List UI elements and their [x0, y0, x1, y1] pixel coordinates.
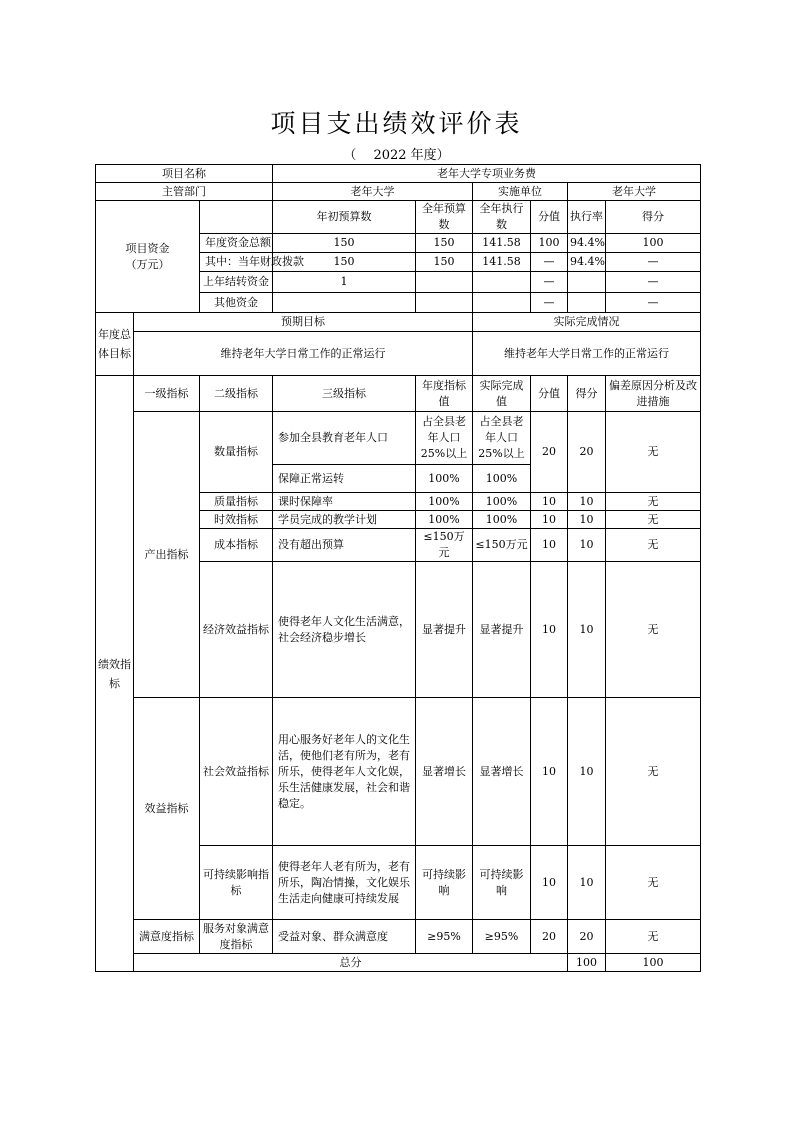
indicator-value: 20: [531, 412, 568, 493]
funds-row-label: 上年结转资金: [200, 272, 273, 293]
indicator-value: 10: [531, 562, 568, 698]
indicator-row-satisfaction: [96, 920, 701, 954]
indicator-target: 100%: [416, 493, 473, 511]
total-row: [96, 954, 701, 972]
year-label: （ 2022 年度）: [343, 148, 450, 163]
performance-table: [95, 164, 701, 972]
project-name-row: [96, 165, 701, 183]
indicators-label: 绩效指标: [96, 376, 134, 972]
funds-annual: 150: [416, 234, 473, 253]
indicator-level2: 成本指标: [200, 529, 273, 562]
funds-header-row: [96, 201, 701, 234]
indicator-value: 10: [531, 698, 568, 846]
indicators-header-row: [96, 376, 701, 412]
indicator-name: 受益对象、群众满意度: [273, 920, 416, 954]
funds-annual: [416, 272, 473, 293]
funds-executed: [473, 293, 531, 313]
indicator-target: 100%: [416, 511, 473, 529]
funds-executed: [473, 272, 531, 293]
indicator-note: 无: [606, 562, 701, 698]
funds-label-line2: （万元）: [125, 257, 170, 271]
funds-initial: 150: [273, 253, 416, 272]
funds-score-value: —: [531, 253, 568, 272]
indicator-score: 20: [568, 412, 606, 493]
indicator-actual: 显著增长: [473, 698, 531, 846]
indicator-note: 无: [606, 529, 701, 562]
header-note: 偏差原因分析及改进措施: [606, 376, 701, 412]
dept-row: [96, 183, 701, 201]
funds-initial: 1: [273, 272, 416, 293]
indicator-score: 10: [568, 698, 606, 846]
funds-initial: 150: [273, 234, 416, 253]
output-label: 产出指标: [134, 412, 200, 698]
goals-expected-header: 预期目标: [134, 313, 473, 332]
indicator-note: 无: [606, 698, 701, 846]
indicator-name: 使得老年人老有所为，老有所乐，陶冶情操，文化娱乐生活走向健康可持续发展: [273, 846, 416, 920]
indicator-score: 10: [568, 846, 606, 920]
indicator-level2: 时效指标: [200, 511, 273, 529]
header-score: 得分: [568, 376, 606, 412]
indicator-level2: 服务对象满意度指标: [200, 920, 273, 954]
indicator-actual: ≤150万元: [473, 529, 531, 562]
header-target: 年度指标值: [416, 376, 473, 412]
indicator-target: 可持续影响: [416, 846, 473, 920]
funds-score-value: —: [531, 272, 568, 293]
indicator-note: 无: [606, 920, 701, 954]
header-level2: 二级指标: [200, 376, 273, 412]
funds-rate: [568, 293, 606, 313]
funds-label: [96, 201, 200, 313]
funds-label-line1: 项目资金: [125, 241, 170, 255]
funds-rate: 94.4%: [568, 253, 606, 272]
total-score: 100: [606, 954, 701, 972]
funds-header-annual: 全年预算数: [416, 201, 473, 234]
indicator-target: 占全县老年人口25%以上: [416, 412, 473, 465]
indicator-target: 显著提升: [416, 562, 473, 698]
indicator-value: 10: [531, 511, 568, 529]
total-value: 100: [568, 954, 606, 972]
funds-header-score: 得分: [606, 201, 701, 234]
funds-header-score-value: 分值: [531, 201, 568, 234]
indicator-level2: 社会效益指标: [200, 698, 273, 846]
indicator-actual: 可持续影响: [473, 846, 531, 920]
indicator-actual: 100%: [473, 465, 531, 493]
indicator-note: 无: [606, 511, 701, 529]
indicator-name: 课时保障率: [273, 493, 416, 511]
indicator-score: 10: [568, 493, 606, 511]
funds-row-label: 年度资金总额: [200, 234, 273, 253]
dept-label: 主管部门: [96, 183, 273, 201]
funds-header-initial: 年初预算数: [273, 201, 416, 234]
funds-rate: 94.4%: [568, 234, 606, 253]
indicator-row-social: [96, 698, 701, 846]
page-title: 项目支出绩效评价表: [270, 109, 523, 138]
indicator-note: 无: [606, 846, 701, 920]
indicator-target: ≥95%: [416, 920, 473, 954]
goals-label: 年度总体目标: [96, 313, 134, 376]
satisfaction-label: 满意度指标: [134, 920, 200, 954]
funds-executed: 141.58: [473, 253, 531, 272]
indicator-actual: 100%: [473, 511, 531, 529]
indicator-name: 参加全县教育老年人口: [273, 412, 416, 465]
goals-actual-header: 实际完成情况: [473, 313, 701, 332]
indicator-value: 10: [531, 846, 568, 920]
indicator-name: 学员完成的教学计划: [273, 511, 416, 529]
dept-value: 老年大学: [273, 183, 473, 201]
funds-initial: [273, 293, 416, 313]
impl-label: 实施单位: [473, 183, 568, 201]
funds-annual: [416, 293, 473, 313]
funds-row-label: 其他资金: [200, 293, 273, 313]
funds-executed: 141.58: [473, 234, 531, 253]
funds-header-rate: 执行率: [568, 201, 606, 234]
indicator-value: 20: [531, 920, 568, 954]
indicator-note: 无: [606, 412, 701, 493]
header-actual: 实际完成值: [473, 376, 531, 412]
indicator-score: 10: [568, 529, 606, 562]
indicator-name: 用心服务好老年人的文化生活，使他们老有所为，老有所乐，使得老年人文化娱，乐生活健康发展，社会和谐稳定。: [273, 698, 416, 846]
header-level3: 三级指标: [273, 376, 416, 412]
header-level1: 一级指标: [134, 376, 200, 412]
funds-rate: [568, 272, 606, 293]
funds-score: —: [606, 293, 701, 313]
indicator-actual: 100%: [473, 493, 531, 511]
indicator-name: 没有超出预算: [273, 529, 416, 562]
funds-score-value: 100: [531, 234, 568, 253]
indicator-note: 无: [606, 493, 701, 511]
funds-score: —: [606, 272, 701, 293]
goals-content-row: [96, 332, 701, 376]
indicator-target: 显著增长: [416, 698, 473, 846]
impl-value: 老年大学: [568, 183, 701, 201]
indicator-actual: 显著提升: [473, 562, 531, 698]
indicator-target: 100%: [416, 465, 473, 493]
indicator-target: ≤150万元: [416, 529, 473, 562]
goals-header-row: [96, 313, 701, 332]
header-value: 分值: [531, 376, 568, 412]
indicator-name: 保障正常运转: [273, 465, 416, 493]
indicator-level2: 可持续影响指标: [200, 846, 273, 920]
goals-actual: 维持老年大学日常工作的正常运行: [473, 332, 701, 376]
indicator-score: 10: [568, 511, 606, 529]
project-name-value: 老年大学专项业务费: [273, 165, 701, 183]
quantity-label: 数量指标: [200, 412, 273, 493]
funds-score-value: —: [531, 293, 568, 313]
indicator-value: 10: [531, 529, 568, 562]
indicator-actual: 占全县老年人口25%以上: [473, 412, 531, 465]
funds-header-executed: 全年执行数: [473, 201, 531, 234]
indicator-name: 使得老年人文化生活满意，社会经济稳步增长: [273, 562, 416, 698]
total-label: 总分: [134, 954, 568, 972]
project-name-label: 项目名称: [96, 165, 273, 183]
indicator-value: 10: [531, 493, 568, 511]
benefit-label: 效益指标: [134, 698, 200, 920]
indicator-row-quantity-1: [96, 412, 701, 465]
funds-header-blank: [200, 201, 273, 234]
indicator-level2: 质量指标: [200, 493, 273, 511]
goals-expected: 维持老年大学日常工作的正常运行: [134, 332, 473, 376]
funds-score: 100: [606, 234, 701, 253]
funds-annual: 150: [416, 253, 473, 272]
funds-row-label: 其中：当年财政拨款: [200, 253, 273, 272]
funds-score: —: [606, 253, 701, 272]
indicator-score: 20: [568, 920, 606, 954]
indicator-level2: 经济效益指标: [200, 562, 273, 698]
indicator-score: 10: [568, 562, 606, 698]
indicator-actual: ≥95%: [473, 920, 531, 954]
